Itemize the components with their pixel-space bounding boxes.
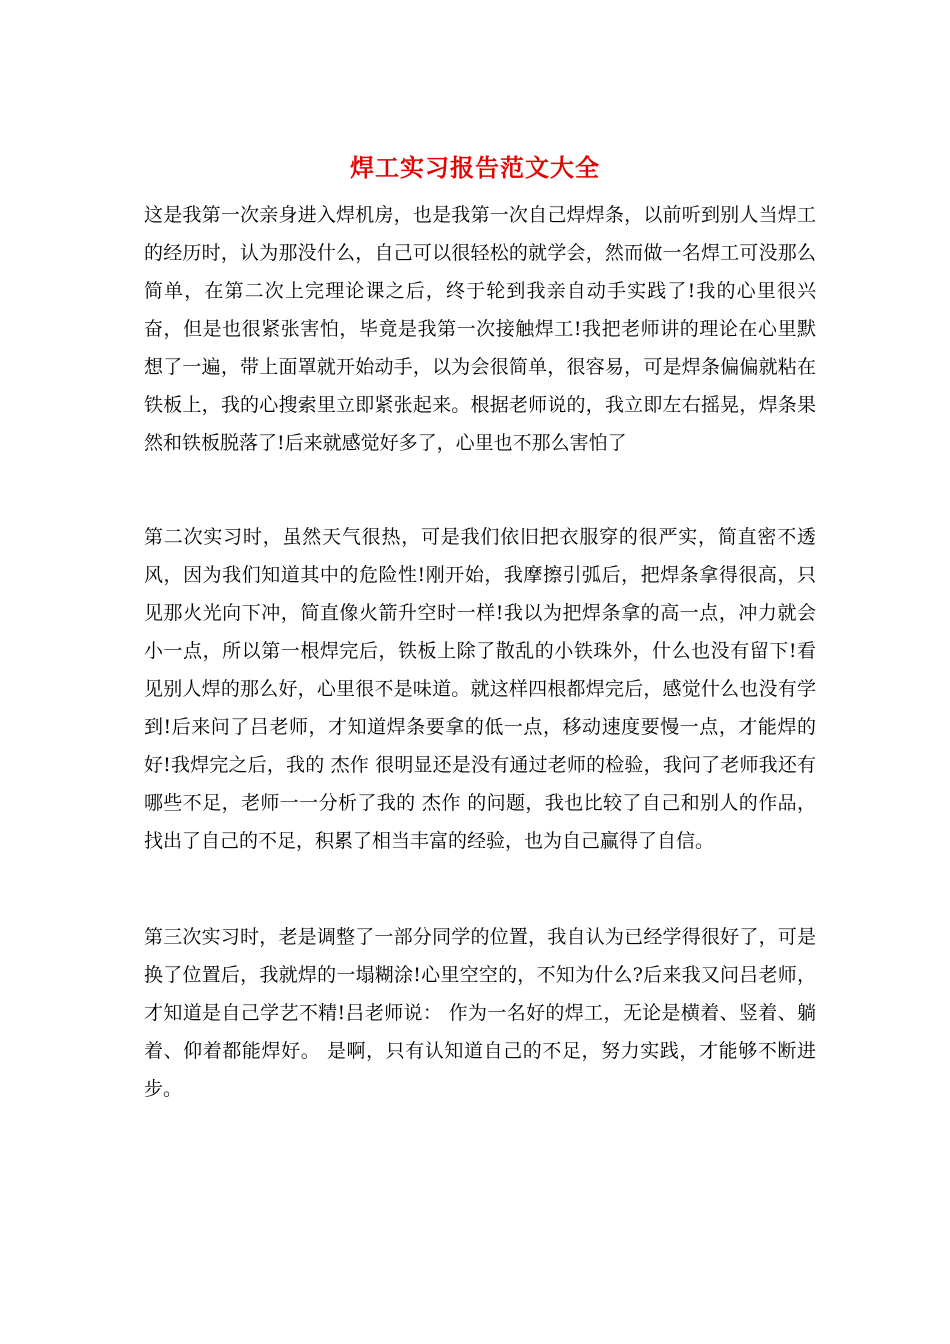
- document-title: 焊工实习报告范文大全: [350, 153, 600, 182]
- paragraph-2: 第二次实习时，虽然天气很热，可是我们依旧把衣服穿的很严实，简直密不透风，因为我们知道其中的危险性!刚开始，我摩擦引弧后，把焊条拿得很高，只见那火光向下冲，简直像火箭升空时一样!我以为把焊条拿的高一点，冲力就会小一点，所以第一根焊完后，铁板上除了散乱的小铁珠外，什么也没有留下!看见别人焊的那么好，心里很不是味道。就这样四根都焊完后，感觉什么也没有学到!后来问了吕老师，才知道焊条要拿的低一点，移动速度要慢一点，才能焊的好!我焊完之后，我的 杰作 很明显还是没有通过老师的检验，我问了老师我还有哪些不足，老师一一分析了我的 杰作 的问题，我也比较了自己和别人的作品，找出了自己的不足，积累了相当丰富的经验，也为自己赢得了自信。: [144, 526, 816, 852]
- paragraph-3: 第三次实习时，老是调整了一部分同学的位置，我自认为已经学得很好了，可是换了位置后，我就焊的一塌糊涂!心里空空的，不知为什么?后来我又问吕老师，才知道是自己学艺不精!吕老师说： 作为一名好的焊工，无论是横着、竖着、躺着、仰着都能焊好。 是啊，只有认知道自己的不足，努力实践，才能够不断进步。: [144, 926, 816, 1100]
- paragraph-1: 这是我第一次亲身进入焊机房，也是我第一次自己焊焊条，以前听到别人当焊工的经历时，认为那没什么，自己可以很轻松的就学会，然而做一名焊工可没那么简单，在第二次上完理论课之后，终于轮到我亲自动手实践了!我的心里很兴奋，但是也很紧张害怕，毕竟是我第一次接触焊工!我把老师讲的理论在心里默想了一遍，带上面罩就开始动手，以为会很简单，很容易，可是焊条偏偏就粘在铁板上，我的心搜索里立即紧张起来。根据老师说的，我立即左右摇晃，焊条果然和铁板脱落了!后来就感觉好多了，心里也不那么害怕了: [144, 204, 816, 454]
